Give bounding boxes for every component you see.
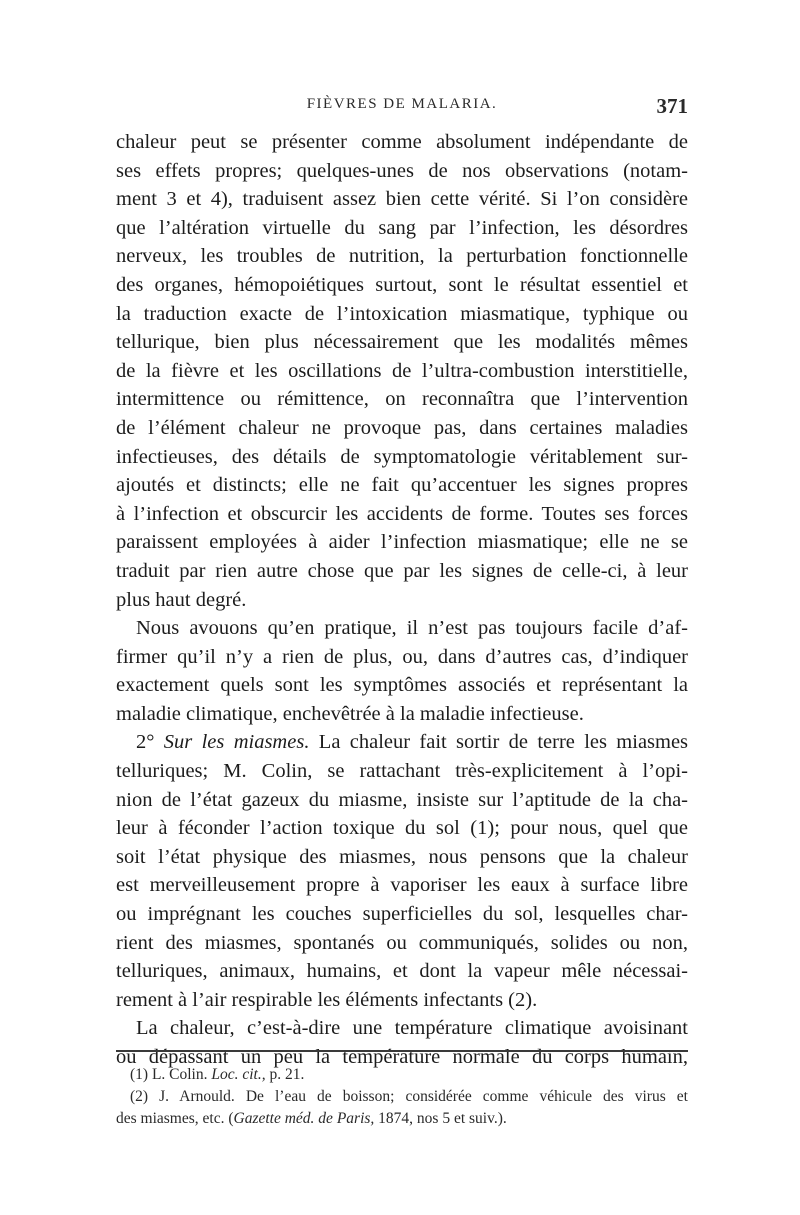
text-line: de l’élément chaleur ne provoque pas, dans certaines maladies	[116, 416, 688, 439]
text-line: que l’altération virtuelle du sang par l’infection, les désordres	[116, 216, 688, 239]
section-heading: Sur les miasmes.	[163, 731, 310, 754]
text-line: telluriques; M. Colin, se rattachant très-explicitement à l’opi-	[116, 760, 688, 783]
footnote-1	[116, 1064, 688, 1086]
text-line: intermittence ou rémittence, on reconnaîtra que l’intervention	[116, 388, 688, 411]
text-line: rement à l’air respirable les éléments infectants (2).	[116, 988, 538, 1011]
text-line: plus haut degré.	[116, 588, 247, 611]
footnotes	[116, 1064, 688, 1130]
text-line: des organes, hémopoiétiques surtout, sont le résultat essentiel et	[116, 273, 688, 296]
text-line: nerveux, les troubles de nutrition, la perturbation fonctionnelle	[116, 245, 688, 268]
text-line: est merveilleusement propre à vaporiser les eaux à surface libre	[116, 874, 688, 897]
body-text	[116, 128, 688, 1072]
text-line: maladie climatique, enchevêtrée à la maladie infectieuse.	[116, 702, 584, 725]
text-line: firmer qu’il n’y a rien de plus, ou, dans d’autres cas, d’indiquer	[116, 645, 688, 668]
text-line: ou dépassant un peu la température normale du corps humain,	[116, 1046, 688, 1068]
text-line: infectieuses, des détails de symptomatologie véritablement sur-	[116, 445, 688, 468]
paragraph-start-line: La chaleur, c’est-à-dire une température climatique avoisinant	[136, 1017, 688, 1040]
footnote-2-text: des miasmes, etc. (	[116, 1110, 234, 1127]
footnote-2-line-2	[116, 1108, 688, 1130]
footnote-2-line-1: (2) J. Arnould. De l’eau de boisson; considérée comme véhicule des virus et	[130, 1088, 688, 1105]
text-line: chaleur peut se présenter comme absolument indépendante de	[116, 131, 688, 153]
footnote-1-ref: Loc. cit.,	[211, 1066, 266, 1083]
text-line: de la fièvre et les oscillations de l’ultra-combustion interstitielle,	[116, 359, 688, 382]
text-line: ses effets propres; quelques-unes de nos observations (notam-	[116, 159, 688, 182]
text-line: exactement quels sont les symptômes associés et représentant la	[116, 674, 688, 697]
running-head	[116, 94, 688, 122]
text-line: tellurique, bien plus nécessairement que les modalités mêmes	[116, 331, 688, 354]
text-line: la traduction exacte de l’intoxication miasmatique, typhique ou	[116, 302, 688, 325]
footnote-1-author: (1) L. Colin.	[130, 1066, 208, 1083]
footnote-divider	[116, 1050, 688, 1052]
text-line: soit l’état physique des miasmes, nous pensons que la chaleur	[116, 845, 688, 868]
text-line: telluriques, animaux, humains, et dont la vapeur mêle nécessai-	[116, 960, 688, 983]
footnote-2-journal: Gazette méd. de Paris,	[233, 1110, 375, 1127]
text-line: à l’infection et obscurcir les accidents de forme. Toutes ses forces	[116, 502, 688, 525]
section-heading-line	[116, 728, 688, 757]
text-line: traduit par rien autre chose que par les signes de celle-ci, à leur	[116, 559, 688, 582]
footnote-1-page: p. 21.	[269, 1066, 305, 1083]
paragraph-start-line: Nous avouons qu’en pratique, il n’est pas toujours facile d’af-	[136, 617, 688, 640]
footnote-2-issue: 1874, nos 5 et suiv.).	[378, 1110, 507, 1127]
section-number: 2°	[136, 731, 155, 754]
text-line: leur à féconder l’action toxique du sol (1); pour nous, quel que	[116, 817, 688, 840]
running-title: FIÈVRES DE MALARIA.	[306, 96, 498, 112]
text-line: rient des miasmes, spontanés ou communiqués, solides ou non,	[116, 931, 688, 954]
text-line: ment 3 et 4), traduisent assez bien cette vérité. Si l’on considère	[116, 188, 688, 211]
text-line: nion de l’état gazeux du miasme, insiste sur l’aptitude de la cha-	[116, 788, 688, 811]
text-line: ou imprégnant les couches superficielles du sol, lesquelles char-	[116, 903, 688, 926]
text-line: ajoutés et distincts; elle ne fait qu’accentuer les signes propres	[116, 474, 688, 497]
text-line: paraissent employées à aider l’infection miasmatique; elle ne se	[116, 531, 688, 554]
section-first-line: La chaleur fait sortir de terre les miasmes	[318, 731, 689, 754]
page-number: 371	[656, 94, 688, 118]
